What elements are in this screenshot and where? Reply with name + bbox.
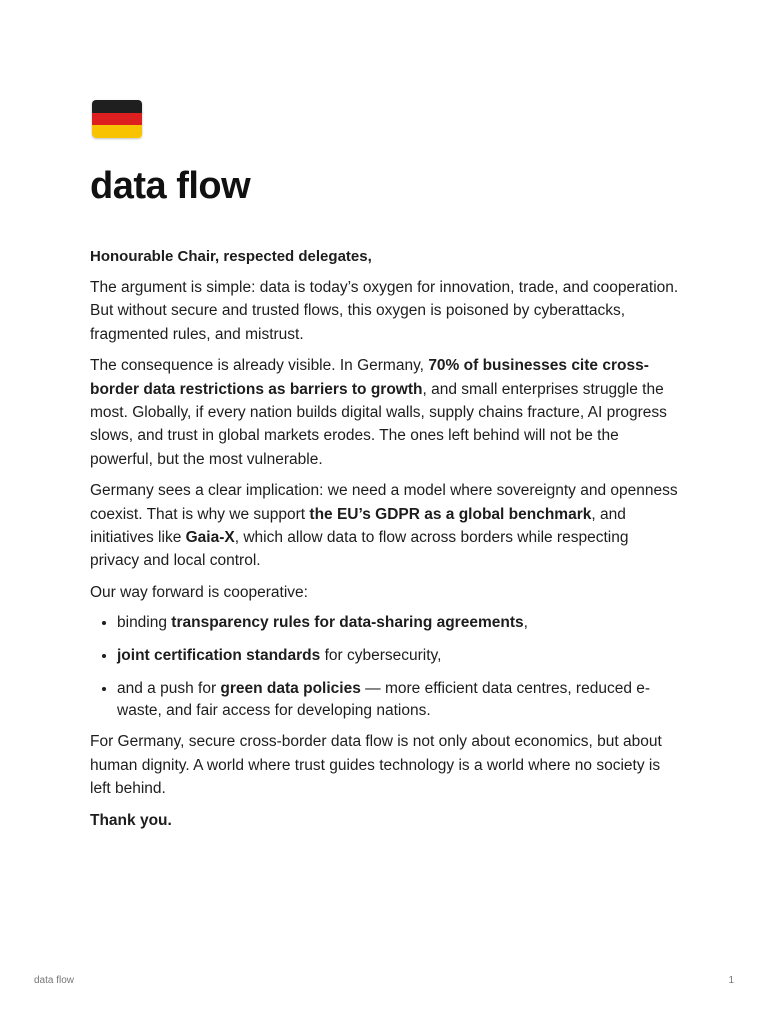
footer-page-number: 1 [728, 975, 734, 986]
list-item [117, 612, 680, 634]
proposal-list [90, 612, 680, 722]
paragraph-implication-text-e: , which allow data to flow across borders while respecting privacy and local control. [90, 529, 629, 570]
list-item [117, 645, 680, 667]
paragraph-implication [90, 479, 680, 573]
list-item-pre: and a push for [117, 680, 221, 698]
paragraph-consequence [90, 354, 680, 471]
flag-band-black [92, 100, 142, 113]
paragraph-implication-text-a: Germany sees a clear implication: we need a model where sovereignty and openness coexist. That is why we support [90, 482, 678, 523]
footer-document-title: data flow [34, 975, 75, 986]
paragraph-consequence-highlight: 70% of businesses cite cross-border data restrictions as barriers to growth [90, 357, 649, 398]
flag-band-gold [92, 125, 142, 138]
document-page [90, 100, 680, 832]
paragraph-conclusion: For Germany, secure cross-border data flow is not only about economics, but about human dignity. A world where trust guides technology is a world where no society is left behind. [90, 733, 662, 798]
list-item-bold: joint certification standards [117, 647, 321, 665]
page-title: data flow [90, 165, 251, 207]
paragraph-argument: The argument is simple: data is today’s oxygen for innovation, trade, and cooperation. But without secure and trusted flows, this oxygen is poisoned by cyberattacks, fragmented rules, and mistrust. [90, 279, 679, 343]
list-item-bold: transparency rules for data-sharing agreements [171, 614, 524, 632]
paragraph-consequence-text-a: The consequence is already visible. In Germany, [90, 357, 429, 375]
paragraph-implication-text-c: , and initiatives like [90, 505, 626, 547]
germany-flag-icon [92, 100, 142, 138]
list-item-pre: binding [117, 614, 172, 632]
list-item-post: , [523, 614, 528, 632]
paragraph-way-forward: Our way forward is cooperative: [90, 583, 308, 601]
paragraph-consequence-text-c: , and small enterprises struggle the most. Globally, if every nation builds digital walls, supply chains fracture, AI progress slows, and trust in global markets erodes. The ones left behind will not be the powerful, but the most vulnerable. [90, 380, 667, 468]
closing-line: Thank you. [90, 811, 172, 829]
list-item-post: for cybersecurity, [320, 647, 442, 665]
flag-band-red [92, 113, 142, 126]
list-item-bold: green data policies [220, 680, 361, 698]
gdpr-highlight: the EU’s GDPR as a global benchmark [309, 505, 592, 523]
list-item-post: — more efficient data centres, reduced e-waste, and fair access for developing nations. [117, 680, 651, 720]
gaia-x-highlight: Gaia-X [185, 529, 235, 547]
list-item [117, 678, 680, 722]
salutation: Honourable Chair, respected delegates, [90, 248, 372, 265]
